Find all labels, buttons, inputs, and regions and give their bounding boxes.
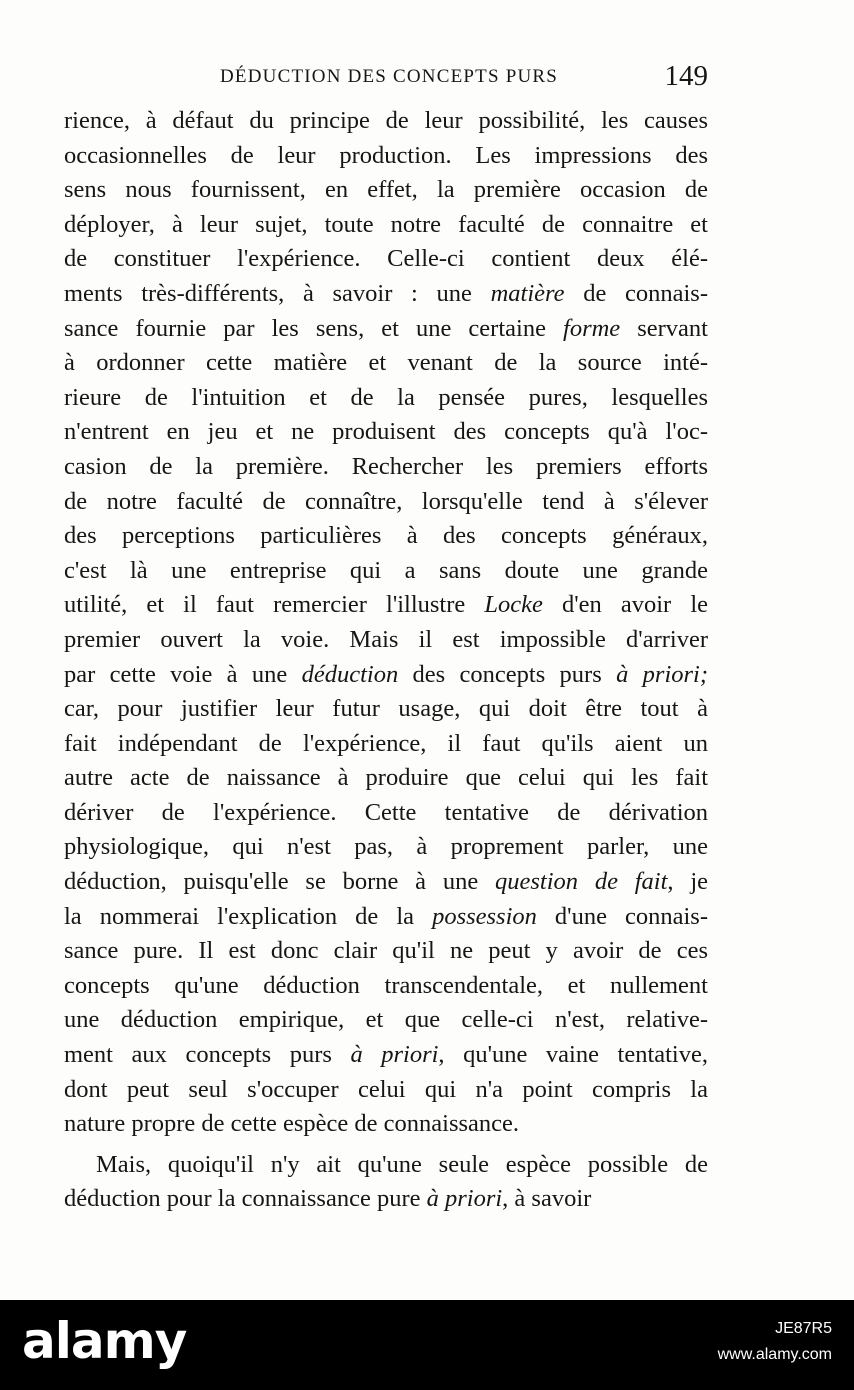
paragraph-1: [64, 104, 708, 1142]
text-segment: par cette voie à une: [64, 660, 302, 688]
text-line: dériver de l'expérience. Cette tentative de dérivation: [64, 798, 708, 826]
text-line: [64, 658, 708, 693]
text-line: autre acte de naissance à produire que celui qui les fait: [64, 764, 708, 792]
italic-term: à priori: [426, 1185, 503, 1213]
italic-term: possession: [432, 902, 537, 930]
text-segment: déduction pour la connaissance pure: [64, 1185, 427, 1213]
text-line: premier ouvert la voie. Mais il est impossible d'arriver: [64, 625, 708, 653]
text-segment: des concepts purs: [398, 660, 617, 688]
text-segment: servant: [620, 314, 708, 342]
text-line: à ordonner cette matière et venant de la source inté-: [64, 349, 708, 377]
text-segment: d'une connais-: [536, 902, 708, 930]
text-line: fait indépendant de l'expérience, il faut qu'ils aient un: [64, 729, 708, 757]
italic-term: matière: [490, 279, 565, 307]
text-segment: d'en avoir le: [542, 591, 708, 619]
image-id: JE87R5: [775, 1320, 832, 1337]
text-line: concepts qu'une déduction transcendentale, et nullement: [64, 971, 708, 999]
text-segment: , qu'une vaine tentative,: [438, 1041, 708, 1069]
text-line: de notre faculté de connaître, lorsqu'elle tend à s'élever: [64, 487, 708, 515]
text-line: physiologique, qui n'est pas, à proprement parler, une: [64, 833, 708, 861]
text-segment: utilité, et il faut remercier l'illustre: [64, 591, 485, 619]
text-line: occasionnelles de leur production. Les impressions des: [64, 141, 708, 169]
italic-term: Locke: [484, 591, 543, 619]
text-line: [64, 312, 708, 347]
text-line: de constituer l'expérience. Celle-ci contient deux élé-: [64, 245, 708, 273]
text-line: dont peut seul s'occuper celui qui n'a point compris la: [64, 1075, 708, 1103]
text-segment: la nommerai l'explication de la: [64, 902, 433, 930]
running-head: [60, 60, 710, 96]
text-line: [64, 865, 708, 900]
text-segment: de connais-: [564, 279, 708, 307]
text-line: [64, 1182, 708, 1217]
text-line: casion de la première. Rechercher les premiers efforts: [64, 452, 708, 480]
text-segment: , à savoir: [502, 1185, 592, 1213]
watermark-bar: [0, 1300, 854, 1390]
text-line: déployer, à leur sujet, toute notre faculté de connaitre et: [64, 210, 708, 238]
text-segment: sance fournie par les sens, et une certaine: [64, 314, 564, 342]
italic-term: forme: [563, 314, 621, 342]
text-line: rieure de l'intuition et de la pensée pures, lesquelles: [64, 383, 708, 411]
text-line: car, pour justifier leur futur usage, qui doit être tout à: [64, 695, 708, 723]
text-line: [64, 588, 708, 623]
text-line: n'entrent en jeu et ne produisent des concepts qu'à l'oc-: [64, 418, 708, 446]
italic-term: déduction: [301, 660, 399, 688]
text-line: une déduction empirique, et que celle-ci n'est, relative-: [64, 1006, 708, 1034]
text-line: [64, 1038, 708, 1073]
text-line: rience, à défaut du principe de leur possibilité, les causes: [64, 107, 708, 134]
text-line: des perceptions particulières à des concepts généraux,: [64, 522, 708, 550]
text-line: sance pure. Il est donc clair qu'il ne peut y avoir de ces: [64, 937, 708, 965]
text-line: nature propre de cette espèce de connaissance.: [64, 1110, 520, 1138]
text-line: sens nous fournissent, en effet, la première occasion de: [64, 176, 708, 204]
body-text: [64, 104, 708, 1217]
text-line: Mais, quoiqu'il n'y ait qu'une seule espèce possible de: [96, 1150, 708, 1178]
text-line: c'est là une entreprise qui a sans doute une grande: [64, 556, 708, 584]
brand-logo: alamy: [22, 1312, 187, 1370]
text-segment: déduction, puisqu'elle se borne à une: [64, 868, 496, 896]
text-segment: ment aux concepts purs: [64, 1041, 351, 1069]
italic-term: à priori;: [616, 660, 708, 688]
site-url: www.alamy.com: [717, 1346, 832, 1363]
text-segment: ments très-différents, à savoir : une: [64, 279, 491, 307]
running-title: DÉDUCTION DES CONCEPTS PURS: [220, 66, 559, 87]
italic-term: question de fait: [495, 868, 668, 896]
text-line: [64, 900, 708, 935]
paragraph-2: [64, 1148, 708, 1217]
text-segment: , je: [667, 868, 708, 896]
italic-term: à priori: [350, 1041, 439, 1069]
page-number: 149: [664, 60, 708, 92]
text-line: [64, 277, 708, 312]
